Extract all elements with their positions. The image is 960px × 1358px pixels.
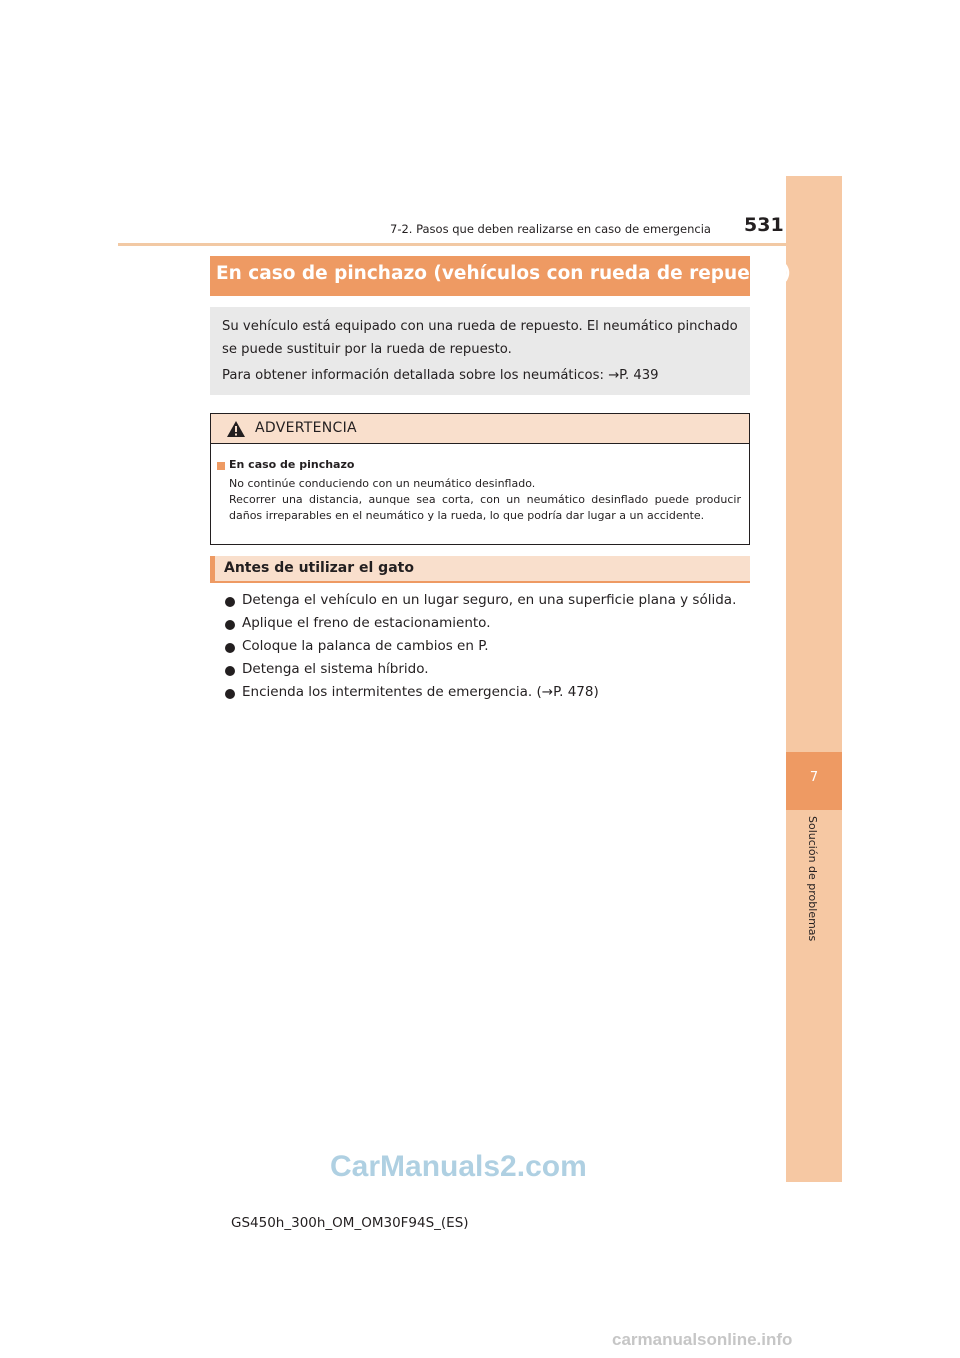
list-item-text: Detenga el sistema híbrido. (242, 661, 429, 677)
warning-line: daños irreparables en el neumático y la rueda, lo que podría dar lugar a un accidente. (229, 509, 705, 522)
warning-subtitle: En caso de pinchazo (229, 458, 355, 471)
bullet-icon (225, 689, 235, 699)
warning-body (229, 476, 741, 524)
watermark: CarManuals2.com (330, 1150, 587, 1183)
chapter-label-area (786, 816, 842, 996)
section-title: Antes de utilizar el gato (224, 560, 414, 576)
watermark: carmanualsonline.info (612, 1330, 793, 1349)
chapter-number: 7 (809, 770, 819, 785)
page-number: 531 (744, 214, 784, 236)
intro-line: Su vehículo está equipado con una rueda de repuesto. El neumático pinchado (222, 319, 738, 334)
intro-box (210, 307, 750, 395)
chapter-number-tab (786, 752, 842, 810)
list-item-text: Aplique el freno de estacionamiento. (242, 615, 491, 631)
intro-line: se puede sustituir por la rueda de repuesto. (222, 342, 512, 357)
bullet-icon (225, 620, 235, 630)
list-item-text[interactable]: Encienda los intermitentes de emergencia. (→P. 478) (242, 684, 599, 700)
square-bullet-icon (217, 462, 225, 470)
bullet-icon (225, 666, 235, 676)
document-code: GS450h_300h_OM_OM30F94S_(ES) (231, 1215, 469, 1231)
header-rule (118, 243, 840, 246)
page-title-bar (210, 256, 791, 296)
warning-header (211, 414, 749, 444)
page-title: En caso de pinchazo (vehículos con rueda de repuesto) (216, 263, 791, 284)
warning-line: No continúe conduciendo con un neumático desinflado. (229, 477, 536, 490)
warning-box (210, 413, 750, 545)
bullet-icon (225, 643, 235, 653)
bullet-icon (225, 597, 235, 607)
warning-triangle-icon (227, 421, 245, 437)
warning-line: Recorrer una distancia, aunque sea corta, con un neumático desinflado puede producir (229, 493, 741, 506)
list-item-text: Detenga el vehículo en un lugar seguro, en una superficie plana y sólida. (242, 592, 737, 608)
list-item-text: Coloque la palanca de cambios en P. (242, 638, 489, 654)
warning-title: ADVERTENCIA (255, 420, 357, 436)
running-header: 7-2. Pasos que deben realizarse en caso de emergencia (390, 222, 711, 236)
section-header (210, 556, 750, 583)
chapter-label: Solución de problemas (806, 816, 819, 942)
intro-reference-link[interactable]: Para obtener información detallada sobre los neumáticos: →P. 439 (222, 368, 659, 383)
chapter-side-tab (786, 176, 842, 1182)
